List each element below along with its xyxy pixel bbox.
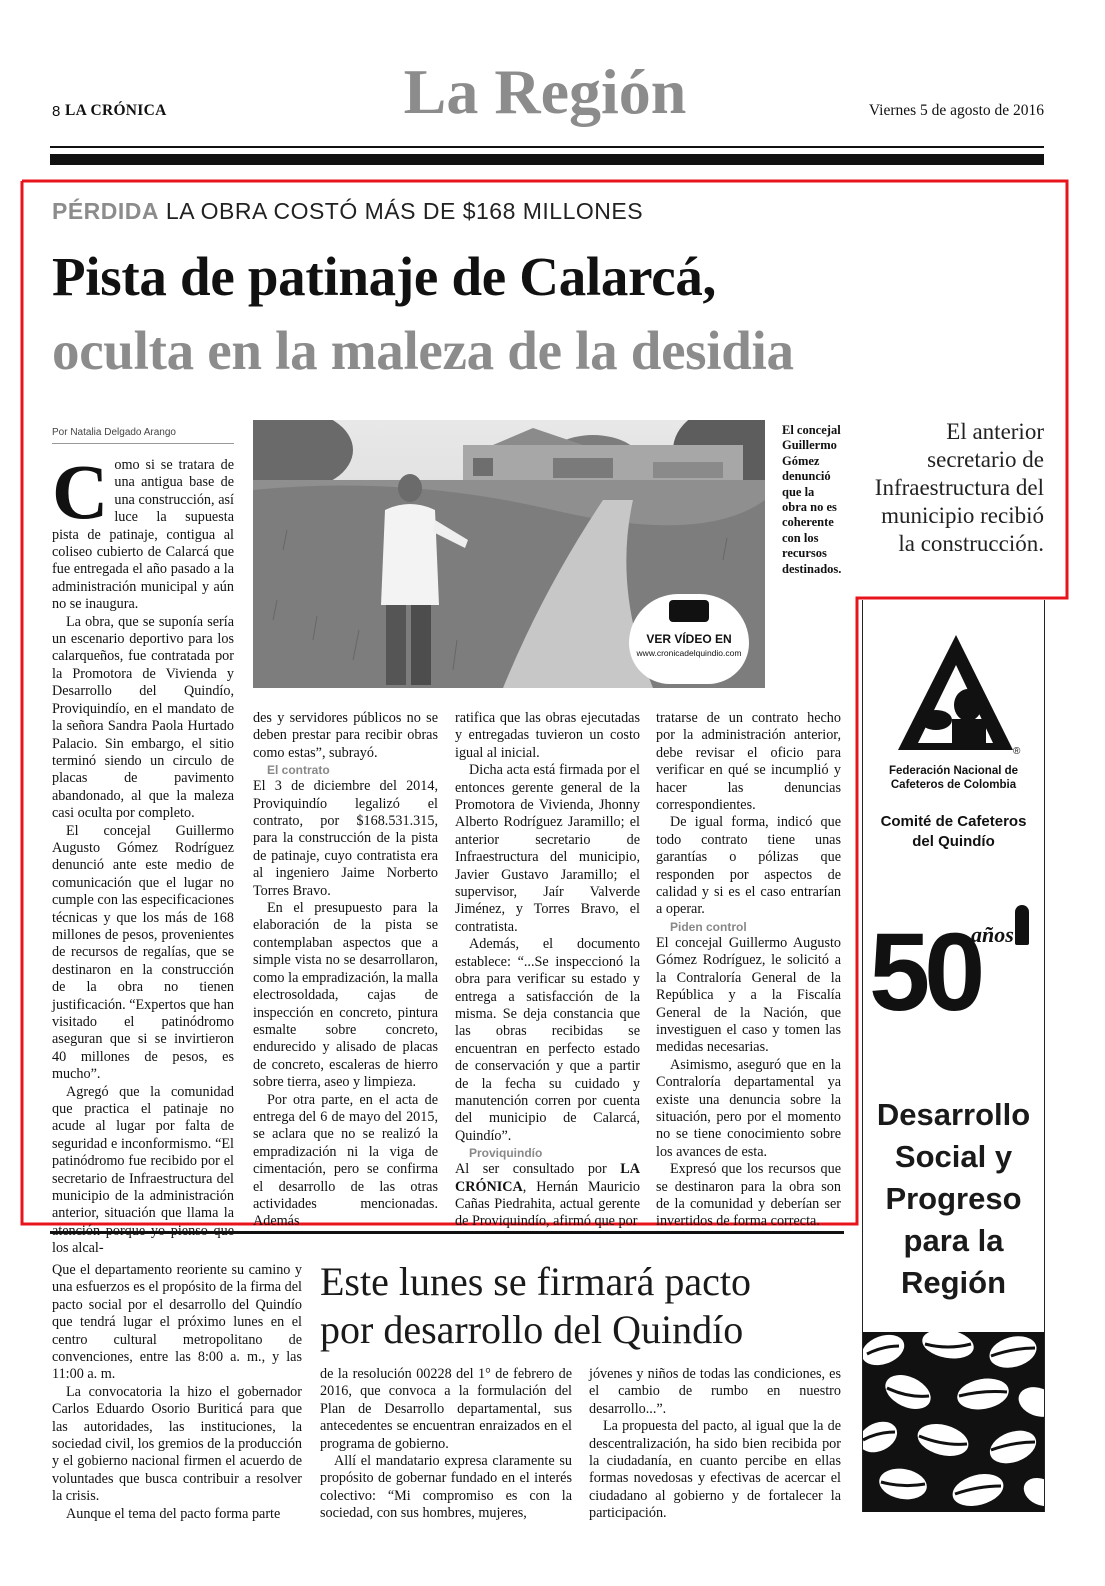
article2-paragraph: de la resolución 00228 del 1° de febrero de 2016, que convoca a la formulación del Plan de Desarrollo departamental, sus antecedentes se encuentran enraizados en el programa de gobierno. — [320, 1366, 572, 1452]
ad-slogan-line: para la — [903, 1223, 1004, 1258]
byline-rule — [52, 443, 234, 444]
article2-headline-line: Este lunes se firmará pacto — [320, 1259, 751, 1304]
article-column-1 — [52, 448, 235, 1258]
ad-slogan-line: Desarrollo — [876, 1097, 1031, 1132]
juan-valdez-logo — [898, 635, 1013, 760]
ad-registered-mark: ® — [1013, 746, 1021, 757]
ad-committee-line: Comité de Cafeteros — [880, 813, 1027, 830]
headline-line-1: Pista de patinaje de Calarcá, — [52, 246, 716, 307]
article2-paragraph: Aunque el tema del pacto forma parte — [66, 1505, 281, 1522]
col2-paragraph: El 3 de diciembre del 2014, Proviquindío legalizó el contrato, por $168.531.315, para la construcción de la pista de patinaje, cuyo contratista era al ingeniero Jaime Norberto Torres Bravo. — [253, 778, 438, 899]
anniversary-number: 50 — [869, 911, 980, 1034]
col1-paragraph: El concejal Guillermo Augusto Gómez Rodríguez denunció ante este medio de comunicación que el lugar no cumple con las especificaciones técnicas y que los más de 168 millones de pesos, provenientes de recursos de regalías, que se destinaron en la construcción de la obra no tienen justificación. “Expertos que han visitado el patinódromo aseguran que si se invirtieron 40 millones de pesos, es mucho”. — [52, 822, 235, 1083]
col3-paragraph: ratifica que las obras ejecutadas y entregadas tuvieron un costo igual al inicial. — [455, 710, 640, 761]
article2-headline — [320, 1258, 850, 1354]
ad-org-name — [863, 764, 1044, 792]
section-title: La Región — [403, 56, 687, 127]
col1-paragraph: La obra, que se suponía sería un escenario deportivo para los calarqueños, fue contratada por la Promotora de Vivienda y Desarrollo del Quindío, Proviquindío, en el mandato de la señora Sandra Paola Hurtado Palacio. Sin embargo, el sitio terminó siendo un circulo de placas de pavimento abandonado, al que la maleza casi oculta por completo. — [52, 613, 234, 822]
article2-paragraph: Allí el mandatario expresa claramente su propósito de gobernar fundado en el interés colectivo: “Mi compromiso es con la sociedad, con sus hombres, mujeres, — [320, 1453, 572, 1522]
paper-name: LA CRÓNICA — [65, 102, 167, 119]
col4-paragraph: Expresó que los recursos que se destinaron para la obra son de la comunidad y deberían ser invertidos de forma correcta. — [656, 1161, 841, 1230]
article2-column-1 — [52, 1262, 302, 1523]
article2-column-2 — [320, 1366, 572, 1523]
col4-paragraph: El concejal Guillermo Augusto Gómez Rodríguez, le solicitó a la Contraloría General de la República y a la Fiscalía General de la Nación, que investiguen el caso y tomen las medidas necesarias. — [656, 934, 841, 1056]
col2-paragraph: des y servidores públicos no se deben prestar para recibir obras como estas”, subrayó. — [253, 710, 438, 761]
subhead-contrato: El contrato — [267, 763, 330, 778]
col4-paragraph: Asimismo, aseguró que en la Contraloría departamental ya existe una denuncia sobre la situación, pero por el momento no se tiene conocimiento sobre los avances de esta. — [656, 1056, 841, 1160]
ad-slogan-line: Progreso — [885, 1181, 1022, 1216]
article2-paragraph: La propuesta del pacto, al igual que la de descentralización, ha sido bien recibida por la ciudadanía, en cuanto percibe en ellas formas novedosas y efectivas de acercar el ciudadano al gobierno y de fortalecer la participación. — [589, 1418, 841, 1522]
col4-paragraph: tratarse de un contrato hecho por la administración anterior, debe revisar el oficio para verificar en qué se incumplió y hacer las denuncias correspondientes. — [656, 710, 841, 814]
page-number: 8 — [52, 103, 61, 120]
ad-org-line: Cafeteros de Colombia — [890, 779, 1017, 791]
article2-paragraph: jóvenes y niños de todas las condiciones, es el cambio de rumbo en nuestro desarrollo...”. — [589, 1366, 841, 1417]
col3-text: Al ser consultado por — [455, 1161, 621, 1178]
col3-paragraph: Dicha acta está firmada por el entonces gerente general de la Promotora de Vivienda, Jhonny Alberto Rodríguez Jaramillo; el anterior secretario de Infraestructura del municipio, Javier Gustavo Jaramillo; el supervisor, Jaír Valverde Jiménez, y Torres Bravo, el contratista. — [455, 762, 640, 935]
subhead-piden-control: Piden control — [670, 919, 747, 934]
subhead-proviquindio: Proviquindío — [469, 1146, 543, 1161]
article2-paragraph: La convocatoria la hizo el gobernador Carlos Eduardo Osorio Buriticá para que las autoridades, las instituciones, la sociedad civil, los gremios de la producción y el gobierno nacional firmen el acuerdo de voluntades que busca contribuir a resolver la crisis. — [52, 1383, 302, 1505]
col3-paragraph — [455, 1161, 640, 1231]
bird-icon — [1015, 905, 1029, 945]
col4-paragraph: De igual forma, indicó que todo contrato tiene unas garantías o pólizas que responden por aspectos de calidad y si es el caso entrarían a operar. — [656, 814, 841, 918]
headline-line-2: oculta en la maleza de la desidia — [52, 320, 794, 381]
video-camera-icon — [669, 600, 709, 622]
video-url[interactable]: www.cronicadelquindio.com — [636, 648, 742, 658]
drop-cap: C — [52, 448, 109, 535]
col1-paragraph: omo si se tratara de una antigua base de una construcción, así luce la supuesta pista de patinaje, contigua al coliseo cubierto de Calarcá que fue entregada el año pasado a la administración municipal y aún no se inaugura. — [52, 457, 234, 613]
kicker — [52, 198, 643, 225]
coffee-bean-pattern — [863, 1332, 1044, 1512]
ad-slogan — [863, 1094, 1044, 1304]
ad-slogan-line: Región — [900, 1265, 1007, 1300]
article2-headline-line: por desarrollo del Quindío — [320, 1307, 744, 1352]
ad-committee-line: del Quindío — [912, 833, 995, 850]
kicker-label: PÉRDIDA — [52, 198, 160, 224]
col2-paragraph: En el presupuesto para la elaboración de la pista se contemplaban aspectos que a simple vista no se desarrollaron, como la empradización, la malla electrosoldada, cajas de inspección en concreto, pintura esmalte sobre concreto, endurecido y alisado de placas de concreto, escaleras de hierro sobre tierra, aseo y limpieza. — [253, 900, 438, 1091]
article-column-4 — [656, 710, 841, 1231]
col1-paragraph: Agregó que la comunidad que practica el patinaje no acude al lugar por falta de seguridad e inconformismo. “El patinódromo fue recibido por el secretario de Infraestructura del municipio de la administración anterior, situación que llama la los alcal- — [52, 1083, 234, 1257]
issue-date: Viernes 5 de agosto de 2016 — [868, 102, 1044, 119]
col3-text: , Hernán Mauricio Cañas Piedrahita, actual gerente de Proviquindío, afirmó que por — [455, 1178, 640, 1230]
article2-top-rule — [50, 1231, 844, 1234]
article-photo — [253, 420, 765, 688]
coffee-ad — [862, 600, 1045, 1512]
photo-caption: El concejal Guillermo Gómez denunció que la obra no es coherente con los recursos destinados. — [782, 423, 842, 576]
kicker-text: LA OBRA COSTÓ MÁS DE $168 MILLONES — [165, 198, 644, 224]
byline: Por Natalia Delgado Arango — [52, 427, 176, 438]
article-column-2 — [253, 710, 438, 1231]
ad-slogan-line: Social y — [894, 1139, 1013, 1174]
article-column-3 — [455, 710, 640, 1231]
video-label: VER VÍDEO EN — [646, 632, 732, 646]
article2-paragraph: Que el departamento reoriente su camino y una esfuerzos es el propósito de la firma del pacto social por el desarrollo del Quindío que tendrá lugar el próximo lunes en el centro cultural metropolitano de convenciones, entre las 8:00 a. m., y las 11:00 a. m. — [52, 1262, 302, 1383]
paper-mention: LA CRÓNICA — [455, 1161, 640, 1195]
ad-committee — [863, 812, 1044, 852]
pull-quote: El anterior secretario de Infraestructura del municipio recibió la construcción. — [874, 419, 1044, 556]
col3-paragraph: Además, el documento establece: “...Se inspeccionó la obra para verificar su estado y entrega a satisfacción de la misma. Se deja constancia que las obras recibidas se encuentran en perfecto estado de conservación y que a partir de la fecha su cuidado y manutención corren por cuenta del municipio de Calarcá, Quindío”. — [455, 936, 640, 1144]
ad-org-line: Federación Nacional de — [888, 765, 1019, 777]
article2-column-3 — [589, 1366, 841, 1523]
video-badge[interactable] — [629, 594, 749, 684]
anniversary-word: años — [971, 922, 1014, 947]
col2-paragraph: Por otra parte, en el acta de entrega del 6 de mayo del 2015, se aclara que no se realizó la empradización ni la viga de cimentación, pero se confirma el desarrollo de las otras actividades mencionadas. Además — [253, 1091, 438, 1230]
